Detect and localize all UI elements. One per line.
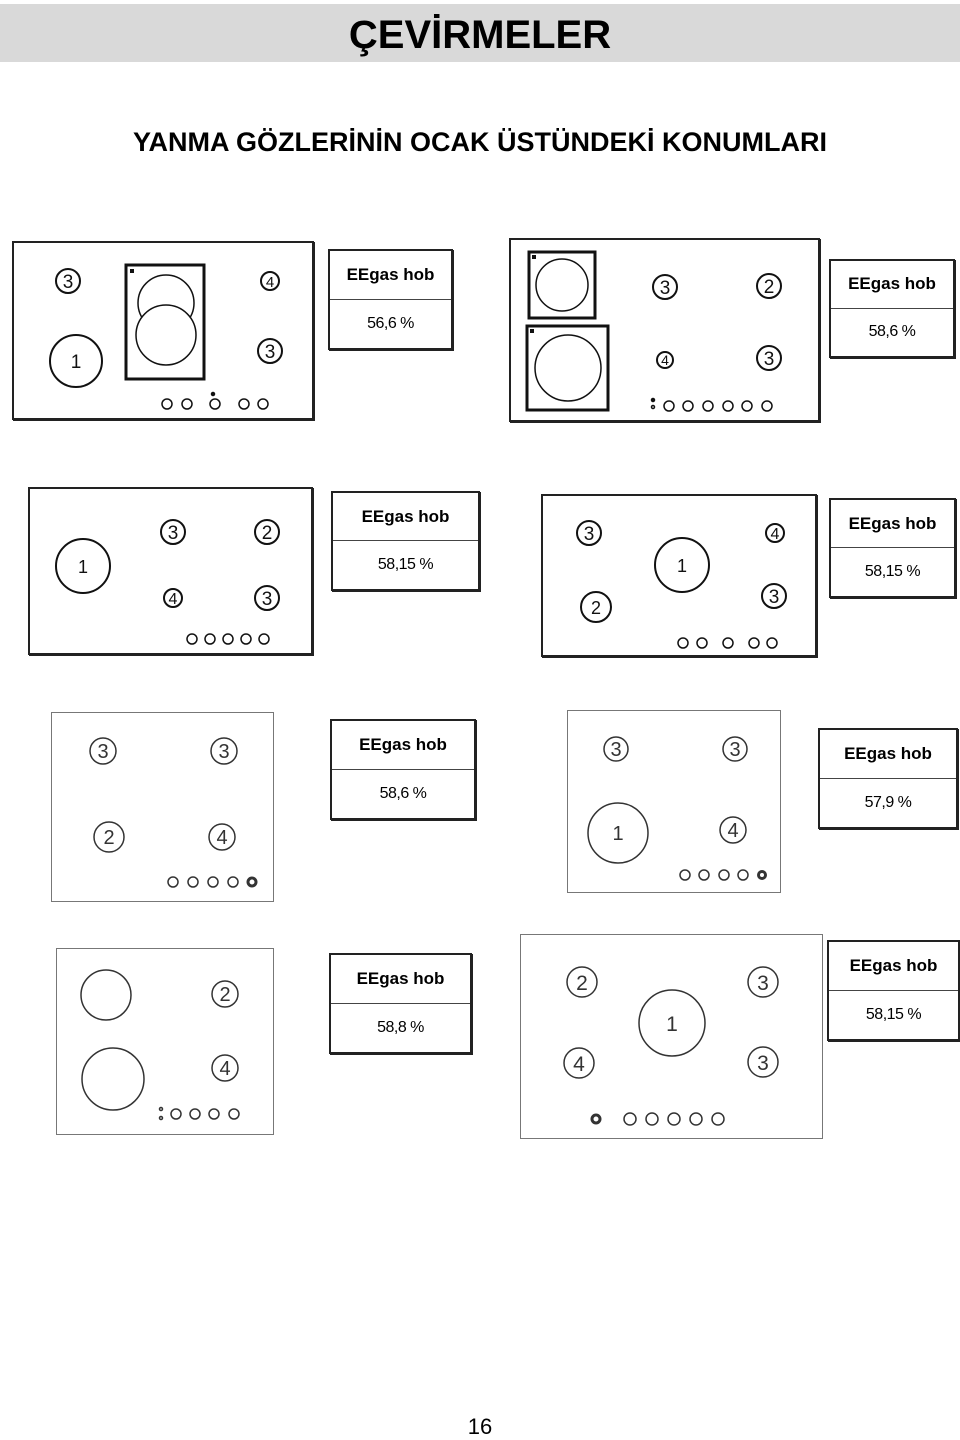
hob-diagram-2: [509, 238, 820, 422]
burner-number: 4: [168, 591, 178, 608]
section-subtitle: YANMA GÖZLERİNİN OCAK ÜSTÜNDEKİ KONUMLARI: [133, 127, 827, 157]
efficiency-value: 57,9 %: [864, 793, 912, 811]
efficiency-box: [328, 249, 453, 350]
control-knobs: [168, 877, 256, 887]
burner-number: 1: [70, 352, 82, 373]
efficiency-label: EEgas hob: [331, 955, 470, 1004]
control-knobs: [652, 399, 773, 412]
hob-diagram-6: [567, 710, 781, 893]
burner-number: 3: [218, 741, 230, 763]
control-knobs: [680, 870, 766, 880]
burner-number: 3: [729, 739, 741, 761]
burner-number: 4: [573, 1053, 585, 1076]
burner-number: 3: [62, 272, 74, 293]
efficiency-value: 58,6 %: [379, 784, 427, 802]
burner-number: 1: [666, 1013, 678, 1036]
burner-number: 2: [576, 972, 588, 995]
burner-number: 3: [610, 739, 622, 761]
efficiency-box: [829, 259, 955, 358]
efficiency-box: [827, 940, 960, 1041]
burner-number: 2: [763, 277, 775, 298]
burner-number: 3: [757, 1052, 769, 1075]
efficiency-label: EEgas hob: [831, 261, 953, 309]
burner-number: 1: [77, 557, 89, 577]
header-band: [0, 4, 960, 62]
control-knobs: [187, 634, 269, 644]
ceramic-zone: [81, 970, 131, 1020]
efficiency-box: [829, 498, 956, 598]
ceramic-zone-panel: [126, 265, 204, 379]
efficiency-label: EEgas hob: [829, 942, 958, 991]
efficiency-value: 58,6 %: [868, 323, 916, 341]
control-knobs: [592, 1113, 724, 1125]
burner-number: 2: [103, 827, 115, 849]
ceramic-zone-panel: [527, 326, 608, 410]
efficiency-value: 58,15 %: [864, 563, 921, 580]
burner-number: 4: [727, 820, 739, 842]
page-title: ÇEVİRMELER: [348, 13, 612, 57]
hob-diagram-4: [541, 494, 817, 657]
hob-diagram-3: [28, 487, 313, 655]
control-knobs: [678, 638, 777, 648]
efficiency-box: [329, 953, 472, 1054]
ceramic-zone-panel: [529, 252, 595, 318]
efficiency-value: 56,6 %: [367, 314, 414, 332]
burner-number: 4: [770, 526, 780, 543]
efficiency-value: 58,15 %: [377, 556, 434, 573]
burner-number: 3: [768, 587, 780, 608]
efficiency-box: [331, 491, 480, 591]
burner-number: 4: [265, 274, 275, 291]
efficiency-label: EEgas hob: [820, 730, 956, 779]
efficiency-label: EEgas hob: [333, 493, 478, 541]
burner-number: 1: [612, 823, 624, 845]
burner-number: 3: [659, 278, 671, 299]
burner-number: 3: [264, 342, 276, 363]
ceramic-zone: [82, 1048, 144, 1110]
hob-diagram-7: [56, 948, 274, 1135]
burner-number: 4: [216, 827, 228, 849]
hob-diagram-1: [12, 241, 314, 420]
burner-number: 1: [676, 556, 688, 576]
hob-diagram-5: [51, 712, 274, 902]
efficiency-box: [330, 719, 476, 820]
control-knobs: [160, 1108, 240, 1120]
efficiency-label: EEgas hob: [330, 251, 451, 300]
hob-diagram-8: [520, 934, 823, 1139]
efficiency-value: 58,15 %: [865, 1005, 922, 1023]
burner-number: 3: [261, 589, 273, 610]
burner-number: 3: [763, 349, 775, 370]
efficiency-value: 58,8 %: [377, 1018, 424, 1036]
burner-number: 3: [167, 523, 179, 544]
burner-number: 2: [261, 523, 273, 544]
burner-number: 3: [583, 524, 595, 545]
burner-number: 4: [661, 352, 669, 368]
efficiency-label: EEgas hob: [332, 721, 474, 770]
burner-number: 3: [757, 972, 769, 995]
burner-number: 4: [219, 1058, 231, 1080]
control-knobs: [162, 393, 268, 410]
page-number: 16: [467, 1414, 493, 1439]
efficiency-box: [818, 728, 958, 829]
burner-number: 2: [219, 984, 231, 1006]
efficiency-label: EEgas hob: [831, 500, 954, 548]
burner-number: 3: [97, 741, 109, 763]
burner-number: 2: [590, 598, 602, 618]
